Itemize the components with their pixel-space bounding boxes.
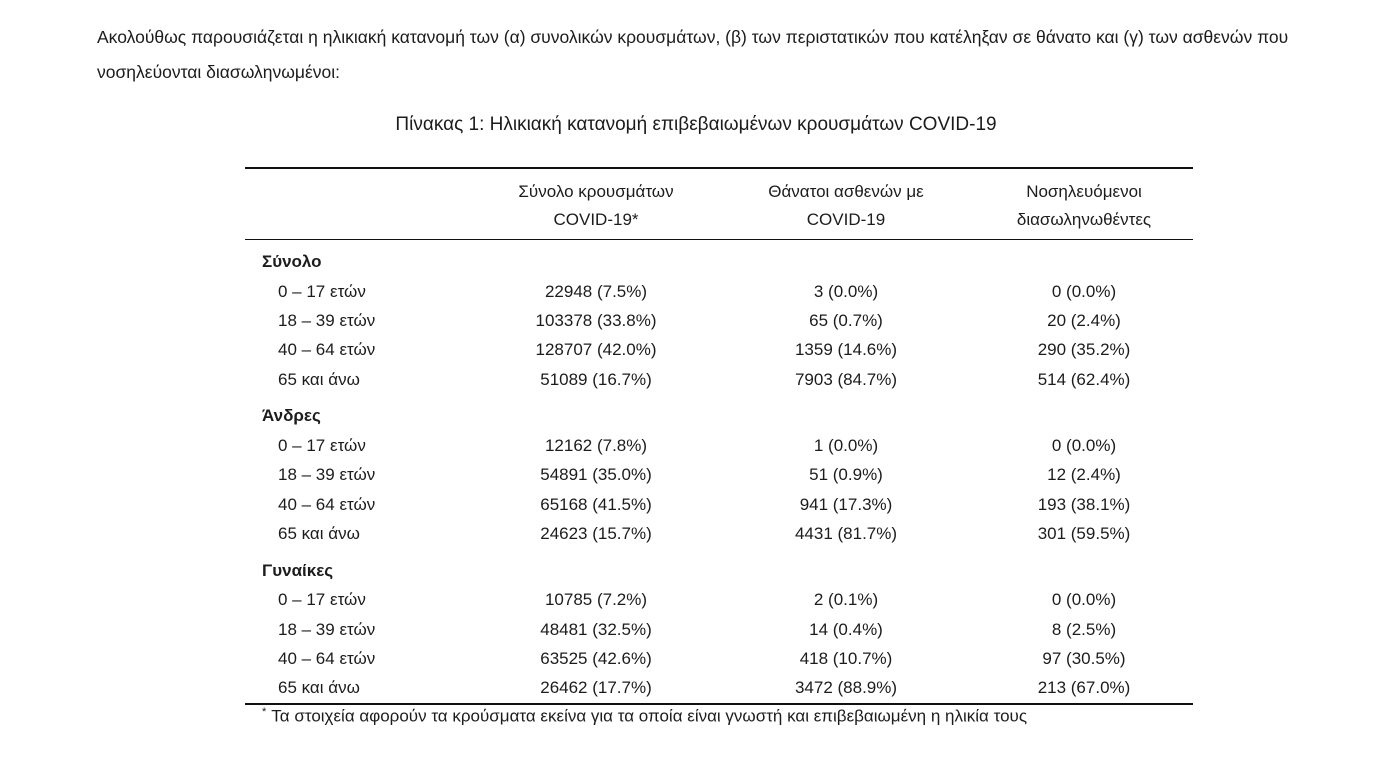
footnote-text: Τα στοιχεία αφορούν τα κρούσματα εκείνα για τα οποία είναι γνωστή και επιβεβαιωμένη η ηλικία τους [271, 706, 1028, 726]
cell-intubated: 0 (0.0%) [1051, 590, 1117, 610]
table-row [245, 586, 1193, 615]
cell-cases: 26462 (17.7%) [540, 678, 652, 698]
cell-intubated: 0 (0.0%) [1051, 281, 1117, 301]
row-label: 0 – 17 ετών [278, 436, 366, 456]
header-deaths-line2: COVID-19 [806, 210, 886, 229]
cell-deaths: 2 (0.1%) [813, 590, 879, 610]
row-label: 18 – 39 ετών [278, 311, 376, 331]
row-label: 40 – 64 ετών [278, 494, 376, 514]
cell-intubated: 301 (59.5%) [1037, 524, 1131, 544]
row-label: 0 – 17 ετών [278, 590, 366, 610]
section-header-women [245, 549, 1193, 586]
table-title: Πίνακας 1: Ηλικιακή κατανομή επιβεβαιωμένων κρουσμάτων COVID-19 [395, 114, 997, 135]
header-total-cases-line1: Σύνολο κρουσμάτων [518, 182, 674, 201]
cell-deaths: 3 (0.0%) [813, 281, 879, 301]
row-label: 40 – 64 ετών [278, 649, 376, 669]
cell-deaths: 65 (0.7%) [809, 311, 883, 331]
header-intubated-line2: διασωληνωθέντες [1016, 210, 1152, 229]
table-row [245, 461, 1193, 490]
cell-deaths: 1359 (14.6%) [794, 340, 898, 360]
table-row [245, 365, 1193, 394]
header-empty-cell [245, 178, 475, 239]
table-row [245, 615, 1193, 644]
table-footnote [262, 706, 1027, 727]
cell-deaths: 941 (17.3%) [799, 494, 893, 514]
section-header-men [245, 394, 1193, 431]
cell-cases: 103378 (33.8%) [535, 311, 657, 331]
cell-deaths: 7903 (84.7%) [794, 369, 898, 389]
table-row [245, 306, 1193, 335]
header-total-cases-line2: COVID-19* [553, 210, 639, 229]
cell-cases: 54891 (35.0%) [540, 465, 652, 485]
cell-cases: 12162 (7.8%) [544, 436, 648, 456]
table-row [245, 336, 1193, 365]
cell-cases: 65168 (41.5%) [540, 494, 652, 514]
intro-paragraph: Ακολούθως παρουσιάζεται η ηλικιακή κατανομή των (α) συνολικών κρουσμάτων, (β) των περιστατικών που κατέληξαν σε θάνατο και (γ) των ασθενών που νοσηλεύονται διασωληνωμένοι: [97, 27, 1289, 82]
cell-intubated: 213 (67.0%) [1037, 678, 1131, 698]
header-total-cases [475, 178, 717, 239]
cell-cases: 48481 (32.5%) [540, 619, 652, 639]
table-row [245, 674, 1193, 703]
table-row [245, 277, 1193, 306]
cell-cases: 128707 (42.0%) [535, 340, 657, 360]
cell-intubated: 12 (2.4%) [1047, 465, 1121, 485]
cell-cases: 51089 (16.7%) [540, 369, 652, 389]
age-distribution-table [245, 167, 1193, 705]
header-deaths-line1: Θάνατοι ασθενών με [768, 182, 924, 201]
cell-cases: 63525 (42.6%) [540, 649, 652, 669]
section-label: Άνδρες [262, 406, 321, 426]
cell-deaths: 418 (10.7%) [799, 649, 893, 669]
header-deaths [717, 178, 975, 239]
footnote-marker: * [262, 706, 267, 718]
table-row [245, 519, 1193, 548]
cell-deaths: 4431 (81.7%) [794, 524, 898, 544]
table-header-row [245, 169, 1193, 240]
section-header-total [245, 240, 1193, 277]
cell-deaths: 1 (0.0%) [813, 436, 879, 456]
cell-cases: 24623 (15.7%) [540, 524, 652, 544]
cell-cases: 22948 (7.5%) [544, 281, 648, 301]
cell-intubated: 290 (35.2%) [1037, 340, 1131, 360]
row-label: 65 και άνω [278, 678, 360, 698]
cell-intubated: 97 (30.5%) [1042, 649, 1126, 669]
cell-intubated: 8 (2.5%) [1051, 619, 1117, 639]
row-label: 0 – 17 ετών [278, 281, 366, 301]
row-label: 65 και άνω [278, 524, 360, 544]
table-row [245, 431, 1193, 460]
cell-deaths: 51 (0.9%) [809, 465, 883, 485]
section-label: Σύνολο [262, 252, 322, 271]
table-row [245, 490, 1193, 519]
row-label: 18 – 39 ετών [278, 465, 376, 485]
table-row [245, 644, 1193, 673]
cell-intubated: 193 (38.1%) [1037, 494, 1131, 514]
cell-cases: 10785 (7.2%) [544, 590, 648, 610]
header-intubated [975, 178, 1193, 239]
row-label: 18 – 39 ετών [278, 619, 376, 639]
cell-intubated: 514 (62.4%) [1037, 369, 1131, 389]
header-intubated-line1: Νοσηλευόμενοι [1026, 182, 1142, 201]
row-label: 40 – 64 ετών [278, 340, 376, 360]
section-label: Γυναίκες [262, 560, 334, 580]
row-label: 65 και άνω [278, 369, 360, 389]
cell-deaths: 14 (0.4%) [809, 619, 883, 639]
cell-deaths: 3472 (88.9%) [794, 678, 898, 698]
cell-intubated: 20 (2.4%) [1047, 311, 1121, 331]
cell-intubated: 0 (0.0%) [1051, 436, 1117, 456]
table-body [245, 240, 1193, 703]
